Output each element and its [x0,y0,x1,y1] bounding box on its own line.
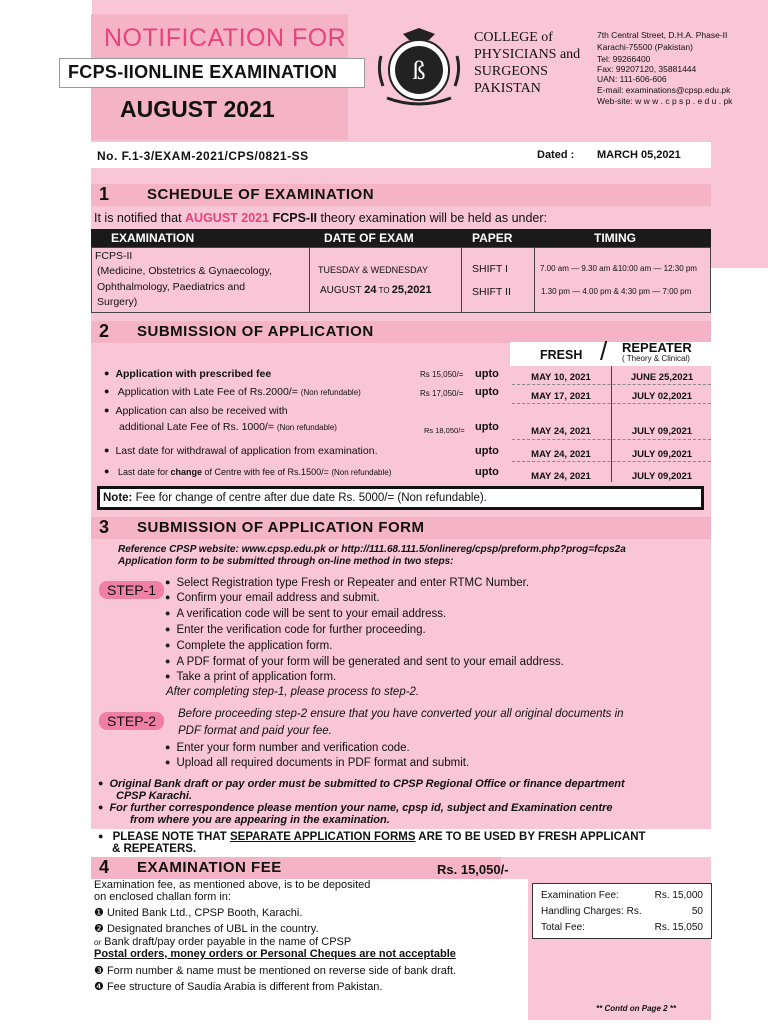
fee-item-2: ❷ Designated branches of UBL in the country. [94,923,319,935]
correspondence-note-1: ● For further correspondence please mention your name, cpsp id, subject and Examination centre [98,802,613,814]
application-row-4-upto: upto [475,445,499,457]
fee-item-or: or Bank draft/pay order payable in the name of CPSP [94,936,352,948]
schedule-table-header [91,229,711,247]
application-row-3-fresh-date: MAY 24, 2021 [531,426,591,437]
application-row-4-text: ● Last date for withdrawal of application from examination. [104,445,378,457]
website-link[interactable]: Web-site: w w w . c p s p . e d u . pk [597,96,733,106]
application-row-4-repeater-date: JULY 09,2021 [631,449,693,460]
application-row-1-repeater-date: JUNE 25,2021 [630,372,694,383]
fax-number: Fax: 99207120, 35881444 [597,64,697,74]
section4-number: 4 [99,857,110,877]
fee-item-4: ❹ Fee structure of Saudia Arabia is different from Pakistan. [94,981,383,993]
application-row-4-line [512,461,711,462]
number-3-icon: ❸ [94,965,104,977]
application-row-3-text: ● Application can also be received with [104,405,288,417]
schedule-divider-2 [461,247,462,313]
intro-exam: FCPS-II [269,211,318,225]
section1-title: SCHEDULE OF EXAMINATION [147,186,375,203]
col-paper: PAPER [472,231,513,245]
application-row-3-upto: upto [475,421,499,433]
postal-orders-warning: Postal orders, money orders or Personal Cheques are not acceptable [94,948,456,960]
reference-number: No. F.1-3/EXAM-2021/CPS/0821-SS [97,149,309,163]
section3-number: 3 [99,517,110,537]
schedule-divider-1 [309,247,310,313]
section1-header [91,184,711,206]
bank-draft-note-2: CPSP Karachi. [116,790,193,802]
tel-number: Tel: 99266400 [597,54,651,64]
address-line1: 7th Central Street, D.H.A. Phase-II [597,30,728,40]
application-row-3-repeater-date: JULY 09,2021 [631,426,693,437]
application-row-2-upto: upto [475,386,499,398]
total-fee-label: Total Fee: [541,922,585,933]
cpsp-logo-icon [373,26,465,110]
application-row-2-fresh-date: MAY 17, 2021 [531,391,591,402]
application-row-2-line [512,403,711,404]
application-row-3-line [512,439,711,440]
svg-text:ß: ß [412,56,426,85]
section4-title: EXAMINATION FEE [137,859,282,876]
timing-2: 1.30 pm — 4.00 pm & 4:30 pm — 7:00 pm [541,287,692,296]
application-row-4-fresh-date: MAY 24, 2021 [531,449,591,460]
fee-item-1: ❶ United Bank Ltd., CPSP Booth, Karachi. [94,907,303,919]
application-row-5-fresh-date: MAY 24, 2021 [531,471,591,482]
separate-forms-notice: ● PLEASE NOTE THAT SEPARATE APPLICATION FORMS ARE TO BE USED BY FRESH APPLICANT [98,831,646,843]
fee-summary-box [532,883,712,939]
fresh-repeater-slash: / [600,336,608,366]
separate-forms-notice-2: & REPEATERS. [112,843,197,855]
address-line2: Karachi-75500 (Pakistan) [597,42,693,52]
header-white-strip [0,0,92,268]
shift-2: SHIFT II [472,286,511,298]
application-row-2-repeater-date: JULY 02,2021 [631,391,693,402]
application-row-1-fresh-date: MAY 10, 2021 [531,372,591,383]
section1-intro: It is notified that AUGUST 2021 FCPS-II theory examination will be held as under: [94,211,548,225]
fee-intro-1: Examination fee, as mentioned above, is to be deposited [94,879,371,891]
dated-label: Dated : [537,149,575,161]
section2-header [91,321,711,343]
section3-title: SUBMISSION OF APPLICATION FORM [137,519,425,536]
exam-fee-label: Examination Fee: [541,890,619,901]
handling-charges-label: Handling Charges: Rs. [541,906,642,917]
application-row-1-line [512,384,711,385]
step1-item-6: ● A PDF format of your form will be generated and sent to your email address. [165,656,564,668]
application-row-2-amount: Rs 17,050/= [420,389,464,398]
col-date: DATE OF EXAM [324,231,414,245]
step1-item-2: ● Confirm your email address and submit. [165,592,380,604]
application-row-5-repeater-date: JULY 09,2021 [631,471,693,482]
step2-item-2: ● Upload all required documents in PDF format and submit. [165,757,469,769]
step2-label: STEP-2 [99,712,164,730]
step1-item-1: ● Select Registration type Fresh or Repeater and enter RTMC Number. [165,577,529,589]
shift-1: SHIFT I [472,263,508,275]
section2-title: SUBMISSION OF APPLICATION [137,323,374,340]
college-name-line4: PAKISTAN [474,81,541,96]
application-row-2-text: ● Application with Late Fee of Rs.2000/= (Non refundable) [104,386,361,398]
exam-name: FCPS-II [95,250,133,262]
col-examination: EXAMINATION [111,231,195,245]
college-name-line3: SURGEONS [474,64,548,79]
exam-desc-2: Ophthalmology, Paediatrics and [97,281,246,293]
exam-desc-3: Surgery) [97,296,138,308]
schedule-divider-3 [534,247,535,313]
notification-for-heading: NOTIFICATION FOR [104,24,347,52]
intro-session: AUGUST 2021 [185,211,270,225]
exam-dates: AUGUST 24 TO 25,2021 [320,284,432,296]
application-row-1-upto: upto [475,368,499,380]
section1-number: 1 [99,184,110,204]
timing-1: 7.00 am — 9.30 am &10:00 am — 12:30 pm [540,264,697,273]
college-name-line1: COLLEGE of [474,30,553,45]
submission-method-line: Application form to be submitted through on-line method in two steps: [118,556,454,567]
exam-title: FCPS-IIONLINE EXAMINATION [68,62,338,82]
step1-label: STEP-1 [99,581,164,599]
exam-days: TUESDAY & WEDNESDAY [318,265,429,275]
reference-website-line: Reference CPSP website: www.cpsp.edu.pk or http://111.68.111.5/onlinereg/cpsp/preform.php?prog=fcps2a [118,544,626,555]
section3-header [91,517,711,539]
application-row-1-amount: Rs 15,050/= [420,370,464,379]
college-name-line2: PHYSICIANS and [474,47,581,62]
col-timing: TIMING [594,231,636,245]
repeater-sublabel: ( Theory & Clinical) [622,354,690,363]
repeater-label: REPEATER [622,340,692,355]
application-row-5-upto: upto [475,466,499,478]
total-fee-value: Rs. 15,050 [654,922,703,933]
step1-item-5: ● Complete the application form. [165,640,332,652]
handling-charges-value: 50 [691,906,703,917]
step2-intro-2: PDF format and paid your fee. [178,725,332,737]
step1-item-7: ● Take a print of application form. [165,671,336,683]
session-title: AUGUST 2021 [120,96,275,122]
exam-desc-1: (Medicine, Obstetrics & Gynaecology, [97,265,272,277]
number-2-icon: ❷ [94,923,104,935]
application-row-3-text2: additional Late Fee of Rs. 1000/= (Non refundable) [119,421,337,433]
step2-item-1: ● Enter your form number and verification code. [165,742,410,754]
fee-intro-2: on enclosed challan form in: [94,891,231,903]
uan-number: UAN: 111-606-606 [597,74,667,84]
step1-item-3: ● A verification code will be sent to your email address. [165,608,446,620]
section2-number: 2 [99,321,110,341]
number-4-icon: ❹ [94,981,104,993]
after-step1-note: After completing step-1, please process to step-2. [166,686,420,698]
application-row-1-text: ● Application with prescribed fee [104,368,271,380]
dated-value: MARCH 05,2021 [597,149,681,161]
fresh-label: FRESH [540,348,583,362]
schedule-table-body [91,247,711,313]
bank-draft-note-1: ● Original Bank draft or pay order must be submitted to CPSP Regional Office or finance department [98,778,625,790]
continued-note: ** Contd on Page 2 ** [596,1004,677,1013]
note-text: Note: Fee for change of centre after due date Rs. 5000/= (Non refundable). [103,492,487,504]
fee-item-3: ❸ Form number & name must be mentioned on reverse side of bank draft. [94,965,457,977]
email-link[interactable]: E-mail: examinations@cpsp.edu.pk [597,85,731,95]
step1-item-4: ● Enter the verification code for further proceeding. [165,624,426,636]
application-row-3-amount: Rs 18,050/= [424,426,465,435]
section4-amount: Rs. 15,050/- [437,862,509,877]
application-row-5-text: ● Last date for change of Centre with fee of Rs.1500/= (Non refundable) [104,466,391,477]
exam-fee-value: Rs. 15,000 [654,890,703,901]
correspondence-note-2: from where you are appearing in the examination. [130,814,390,826]
step2-intro-1: Before proceeding step-2 ensure that you have converted your all original documents in [178,708,624,720]
number-1-icon: ❶ [94,907,104,919]
